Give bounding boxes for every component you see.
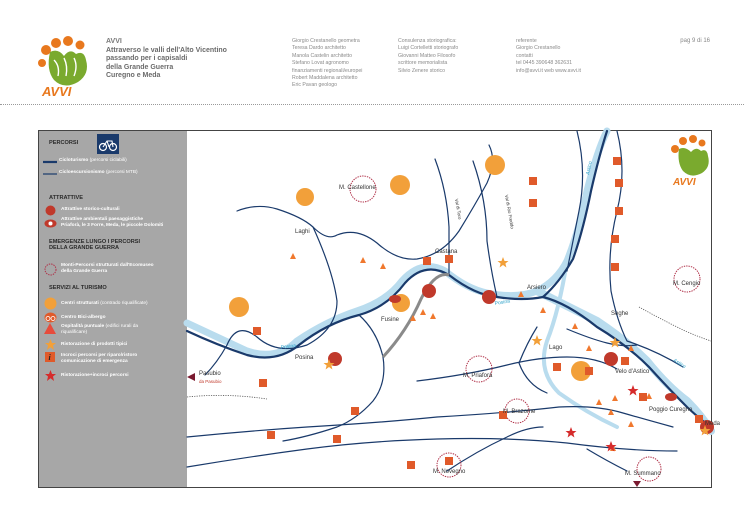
label-meda: Meda (705, 421, 721, 427)
monti-circle-cengio (674, 266, 700, 292)
label-lago: Lago (549, 345, 563, 351)
triangle-marker (430, 313, 436, 319)
label-val-rio-freddo: Val di Rio Freddo (504, 194, 515, 230)
incroci-marker (615, 207, 623, 215)
attrattiva-circle (604, 352, 618, 366)
label-poggio: Poggio Curegno (649, 407, 693, 413)
route-mtb (473, 161, 497, 297)
legend-heading-line: EMERGENZE LUNGO I PERCORSI (49, 239, 141, 245)
ospitalita-markers (290, 253, 652, 451)
route-mtb (237, 145, 493, 259)
legend-attrattive-ambientali (61, 217, 163, 228)
route-mtb (187, 439, 677, 468)
triangle-marker (380, 263, 386, 269)
credit-line: Giorgio Crestanello (516, 45, 561, 52)
credit-line: Giovanni Matteo Filosofo (398, 52, 456, 59)
legend-incroci (61, 353, 137, 364)
legend-monti (61, 263, 154, 274)
title-line: Curegno e Meda (106, 72, 161, 80)
credit-line: info@avvi.it web www.avvi.it (516, 67, 581, 74)
label-river-astico-right: Astico (671, 357, 687, 370)
legend-ospitalita (61, 324, 138, 335)
map-canvas (187, 131, 721, 487)
legend-section-emergenze (49, 240, 140, 251)
route-mtb (283, 315, 384, 441)
incroci-marker (611, 235, 619, 243)
centri-strutturati-swatch (44, 297, 57, 310)
legend-text-line: Priaforà, le 3 Forre, Meda, le piccole Dolomiti (61, 222, 164, 228)
credit-line: finanziamenti regionali/europei (292, 67, 363, 74)
centro-circle (485, 155, 505, 175)
eye-icon (44, 219, 57, 228)
legend-text-line: della Grande Guerra (61, 268, 108, 274)
legend-attrattive-storiche: Attrattive storico-culturali (61, 207, 120, 212)
eye-marker (389, 295, 401, 303)
triangle-marker (360, 257, 366, 263)
incroci-marker (529, 177, 537, 185)
incroci-marker (267, 431, 275, 439)
centro-circle (229, 297, 249, 317)
route-cicloescursionismo-swatch (43, 172, 57, 176)
incroci-marker (351, 407, 359, 415)
credits-col-2 (398, 38, 458, 75)
south-arrow (633, 481, 641, 487)
label-castana: Castana (435, 249, 458, 255)
page-number: pag 9 di 16 (680, 38, 710, 44)
star-red-marker (566, 427, 577, 438)
centro-circle (390, 175, 410, 195)
legend-cicloturismo: Cicloturismo (percorsi ciclabili) (59, 158, 127, 163)
label-priafora: M. Priaforà (463, 373, 493, 379)
credit-line: contatti (516, 52, 533, 59)
credit-line: Eric Pavan geologo (292, 82, 337, 89)
incroci-marker (253, 327, 261, 335)
credit-line: tel 0445 390648 362631 (516, 60, 572, 67)
legend-heading-line: DELLA GRANDE GUERRA (49, 244, 120, 251)
credit-line: Luigi Cortelletti storiografo (398, 45, 459, 52)
credit-line: Stefano Lovat agronomo (292, 60, 349, 67)
ospitalita-swatch (44, 323, 56, 334)
boundary-line (187, 395, 267, 399)
legend-centri: Centri strutturati (contrado riqualificate) (61, 301, 148, 306)
incroci-markers (253, 157, 703, 469)
legend-section-servizi: SERVIZI AL TURISMO (49, 285, 107, 291)
triangle-marker (420, 309, 426, 315)
triangle-marker (540, 307, 546, 313)
label-brazome: M. Brazome (503, 409, 536, 415)
legend-text-line: Incroci percorsi per riparo/ristoro (61, 353, 138, 358)
attrattiva-circle (422, 284, 436, 298)
title-line: Attraverso le valli dell'Alto Vicentino (106, 46, 227, 54)
label-laghi: Laghi (295, 229, 310, 235)
triangle-marker (628, 421, 634, 427)
incroci-marker (615, 179, 623, 187)
route-mtb (447, 427, 627, 471)
title-line: della Grande Guerra (106, 63, 174, 71)
legend-panel (39, 131, 187, 487)
incroci-marker (585, 367, 593, 375)
centro-circle (296, 188, 314, 206)
route-mtb (610, 131, 683, 367)
eye-marker (665, 393, 677, 401)
legend-text-line: riqualificare) (61, 329, 88, 335)
credit-line: Consulenza storiografica: (398, 38, 457, 44)
label-river-posina: Posina (280, 342, 297, 351)
map-logo (671, 135, 709, 188)
legend-bici-albergo: Centro Bici-albergo (61, 315, 106, 320)
legend-section-percorsi: PERCORSI (49, 140, 79, 146)
label-val-toro: Val di Toro (454, 198, 463, 220)
triangle-marker (586, 345, 592, 351)
label-river-posina-mid: Posina (494, 298, 511, 307)
incroci-marker (611, 263, 619, 271)
org-block (106, 38, 227, 81)
star-orange-marker (498, 257, 509, 268)
triangle-marker (612, 395, 618, 401)
route-mtb (187, 407, 673, 437)
legend-ristorazione-incroci: Ristorazione+incroci percorsi (61, 373, 129, 378)
map-frame (38, 130, 721, 488)
credit-line: referente (516, 38, 537, 44)
credit-line: Giorgio Crestanello geometra (292, 38, 360, 44)
incroci-marker (529, 199, 537, 207)
legend-cicloescursionismo: Cicloescursionismo (percorsi MTB) (59, 170, 138, 175)
label-pasubio: Pasubio (199, 371, 221, 377)
avvi-logo (34, 36, 104, 98)
title-line: passando per i capisaldi (106, 55, 188, 63)
bicycle-icon (97, 134, 119, 154)
svg-text:i: i (48, 353, 51, 362)
incroci-marker (407, 461, 415, 469)
label-velo: Velo d'Astico (615, 369, 650, 375)
svg-text:AVVI: AVVI (42, 84, 72, 99)
pasubio-arrow (187, 373, 195, 381)
monti-circle-summano (637, 457, 661, 481)
legend-ristorazione-tipici: Ristorazione di prodotti tipici (61, 342, 128, 347)
boundary-line (639, 307, 711, 341)
incroci-marker (445, 457, 453, 465)
label-summano: M. Summano (625, 471, 661, 477)
label-cengio: M. Cengio (673, 281, 701, 287)
credits-col-1 (292, 38, 362, 90)
label-pasubio-sub: da Pasubio (199, 379, 222, 384)
incroci-marker (333, 435, 341, 443)
incroci-marker (445, 255, 453, 263)
label-river-astico-top: Astico (585, 160, 594, 176)
bici-albergo-icon (44, 312, 57, 323)
star-red-marker (628, 385, 639, 396)
routes (187, 131, 711, 471)
label-arsiero: Arsiero (527, 285, 547, 291)
credit-line: Silvio Zenere storico (398, 67, 445, 74)
incroci-marker (259, 379, 267, 387)
label-novegno: M. Novegno (433, 469, 466, 475)
monti-markers (350, 176, 700, 481)
triangle-marker (572, 323, 578, 329)
legend-text-line: Attrattive ambientali paesaggistiche (61, 217, 144, 222)
route-cicloturismo-swatch (43, 160, 57, 164)
incroci-marker (621, 357, 629, 365)
legend-section-attrattive: ATTRATTIVE (49, 195, 83, 201)
label-castellone: M. Castellone (339, 185, 376, 191)
star-orange-icon (45, 339, 56, 350)
credit-line: Teresa Dardo architetto (292, 45, 346, 52)
credit-line: Manola Castelin architetto (292, 52, 352, 59)
legend-text-line: Ospitalità puntuale (edifici rurali da (61, 324, 139, 329)
svg-text:AVVI: AVVI (673, 177, 696, 188)
monti-swatch (44, 263, 57, 276)
triangle-marker (596, 399, 602, 405)
star-orange-marker (532, 335, 543, 346)
credit-line: Robert Maddalena architetto (292, 75, 358, 82)
legend-text-line: comunicazione di emergenza (61, 358, 128, 364)
incroci-marker (613, 157, 621, 165)
label-posina: Posina (295, 355, 314, 361)
triangle-marker (290, 253, 296, 259)
credits-col-3 (516, 38, 581, 75)
attrattive-storiche-swatch (45, 205, 56, 216)
credit-line: scrittore memorialista (398, 60, 448, 67)
incroci-icon (45, 352, 55, 362)
legend-text-line: Monti-Percorsi strutturati dall'Ecomuseo (61, 263, 154, 268)
label-seghe: Seghe (611, 311, 629, 317)
dotted-divider (0, 104, 744, 105)
label-fusine: Fusine (381, 317, 400, 323)
incroci-marker (553, 363, 561, 371)
incroci-marker (639, 393, 647, 401)
org-name: AVVI (106, 38, 122, 45)
incroci-marker (695, 415, 703, 423)
star-red-icon (45, 370, 56, 381)
incroci-marker (423, 257, 431, 265)
